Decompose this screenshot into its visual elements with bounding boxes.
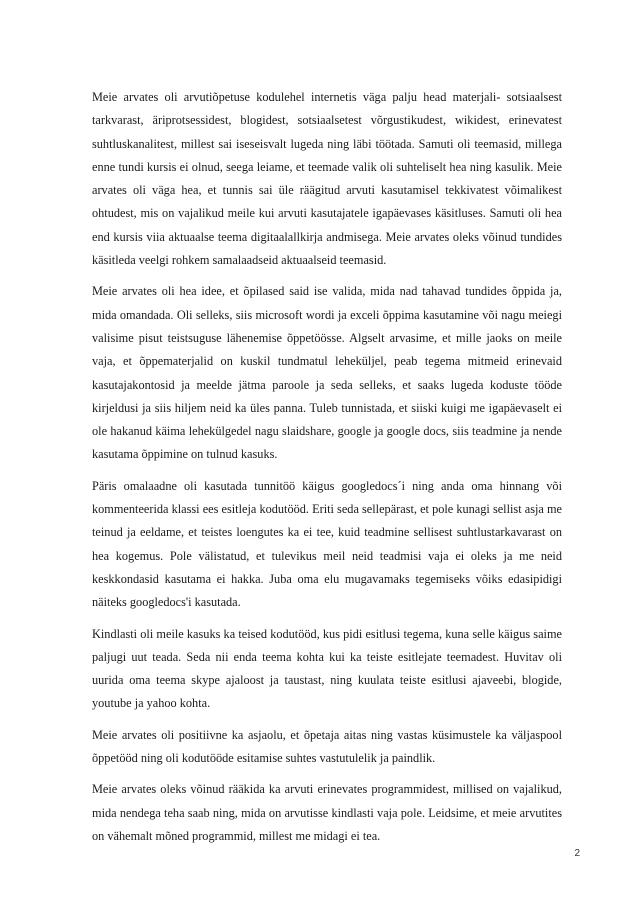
page-number: 2 <box>574 848 580 859</box>
paragraph-1: Meie arvates oli arvutiõpetuse kodulehel internetis väga palju head materjali- sotsiaalsest tarkvarast, äriprotsessidest, blogidest, sotsiaalsetest võrgustikudest, wikidest, erinevatest suhtluskanalitest, millest sai iseseisvalt lugeda ning läbi töötada. Samuti oli teemasid, millega enne tundi kursis ei olnud, seega leiame, et teemade valik oli suhteliselt hea ning kasulik. Meie arvates oli väga hea, et tunnis sai üle räägitud arvuti kasutamisel tekkivatest võimalikest ohtudest, mis on vajalikud meile kui arvuti kasutajatele igapäevases käsitluses. Samuti oli hea end kursis viia aktuaalse teema digitaalallkirja andmisega. Meie arvates oleks võinud tundides käsitleda veelgi rohkem samalaadseid aktuaalseid teemasid. <box>92 90 562 268</box>
paragraph-2: Meie arvates oli hea idee, et õpilased said ise valida, mida nad tahavad tundides õppida ja, mida omandada. Oli selleks, siis microsoft wordi ja exceli õppima kasutamine või nagu meiegi valisime pisut teistsuguse lähenemise õppetöösse. Algselt arvasime, et mille jaoks on meile vaja, et õppematerjalid on kuskil tundmatul leheküljel, peab tegema mitmeid erinevaid kasutajakontosid ja meelde jätma paroole ja seda selleks, et saaks lugeda koduste tööde kirjeldusi ja siis hiljem neid ka üles panna. Tuleb tunnistada, et siiski kuigi me igapäevaselt ei ole hakanud käima lehekülgedel nagu slaidshare, google ja google docs, siis teadmine ja nende kasutama õppimine on tulnud kasuks. <box>92 284 562 462</box>
document-body <box>92 86 562 856</box>
paragraph-3: Päris omalaadne oli kasutada tunnitöö käigus googledocs´i ning anda oma hinnang või kommenteerida klassi ees esitleja kodutööd. Eriti seda sellepärast, et pole kunagi sellist asja me teinud ja eeldame, et teistes loengutes ka ei tee, kuid teadmine sellisest suhtlustarkavarast on hea kogemus. Pole välistatud, et tulevikus meil neid teadmisi vaja ei oleks ja me neid keskkondasid kasutama ei hakka. Juba oma elu mugavamaks tegemiseks võiks edasipidigi näiteks googledocs'i kasutada. <box>92 478 562 610</box>
paragraph-5: Meie arvates oli positiivne ka asjaolu, et õpetaja aitas ning vastas küsimustele ka väljaspool õppetööd ning oli kodutööde esitamise suhtes vastutulelik ja paindlik. <box>92 727 562 766</box>
paragraph-6: Meie arvates oleks võinud rääkida ka arvuti erinevates programmidest, millised on vajalikud, mida nendega teha saab ning, mida on arvutisse kindlasti vaja pole. Leidsime, et meie arvutites on vähemalt mõned programmid, millest me midagi ei tea. <box>92 782 562 843</box>
paragraph-4: Kindlasti oli meile kasuks ka teised kodutööd, kus pidi esitlusi tegema, kuna selle käigus saime paljugi uut teada. Seda nii enda teema kohta kui ka teiste esitlejate teemadest. Huvitav oli uurida oma teema skype ajaloost ja taustast, ning kuulata teiste esitlusi ajaveebi, blogide, youtube ja yahoo kohta. <box>92 626 562 711</box>
